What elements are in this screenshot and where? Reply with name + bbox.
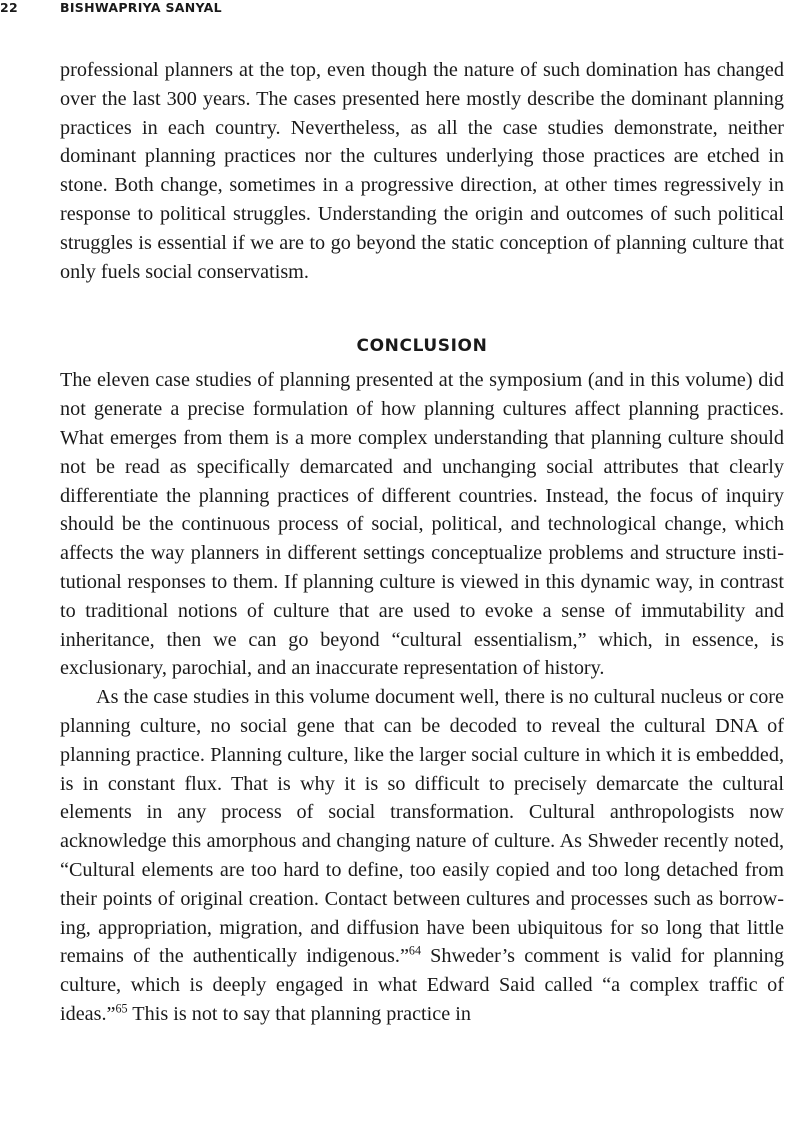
footnote-ref-64[interactable]: 64 bbox=[408, 943, 422, 958]
paragraph-3 bbox=[60, 683, 784, 1029]
paragraph-3-text-a: As the case studies in this volume document well, there is no cultural nucleus or core planning culture, no social gene that can be decoded to reveal the cultural DNA of planning practice. Planning culture, like the larger social culture in which it is embedded, is in constant flux. That is why it is so difficult to precisely demarcate the cultural elements in any process of social transformation. Cultural anthropologists now acknowledge this amorphous and changing nature of culture. As Shweder recently noted, “Cultural elements are too hard to define, too easily copied and too long detached from their points of original creation. Contact between cultures and processes such as borrowing, appropriation, migration, and diffusion have been ubiquitous for so long that little remains of the authentically indigenous.” bbox=[60, 686, 784, 968]
running-head bbox=[0, 0, 222, 16]
footnote-ref-65[interactable]: 65 bbox=[115, 1001, 128, 1016]
paragraph-3-text-c: This is not to say that planning practice in bbox=[127, 1002, 471, 1025]
paragraph-3-text-b: Shweder’s comment is valid for planning culture, which is deeply engaged in what Edward Said called “a complex traffic of ideas.” bbox=[60, 945, 784, 1025]
page-body bbox=[60, 56, 784, 1029]
paragraph-1: professional planners at the top, even though the nature of such domination has changed over the last 300 years. The cases presented here mostly describe the dominant planning practices in each country. Nevertheless, as all the case studies demonstrate, neither dominant planning practices nor the cultures underlying those practices are etched in stone. Both change, sometimes in a progressive direction, at other times regressively in response to political struggles. Understanding the origin and outcomes of such political struggles is essential if we are to go beyond the static conception of planning culture that only fuels social conservatism. bbox=[60, 59, 784, 283]
paragraph-2: The eleven case studies of planning presented at the symposium (and in this volume) did not generate a precise formulation of how planning cultures affect planning practices. What emerges from them is a more complex understanding that planning culture should not be read as specifically demarcated and unchanging social attributes that clearly differentiate the planning practices of different countries. Instead, the focus of inquiry should be the continuous process of social, political, and technological change, which affects the way planners in different settings conceptualize problems and structure institutional responses to them. If planning culture is viewed in this dynamic way, in contrast to traditional notions of culture that are used to evoke a sense of immutability and inheritance, then we can go beyond “cultural essentialism,” which, in essence, is exclusionary, parochial, and an inaccurate representation of history. bbox=[60, 369, 784, 680]
section-heading-conclusion: CONCLUSION bbox=[356, 336, 488, 357]
page-number: 22 bbox=[0, 0, 18, 15]
running-head-author: BISHWAPRIYA SANYAL bbox=[60, 0, 222, 15]
